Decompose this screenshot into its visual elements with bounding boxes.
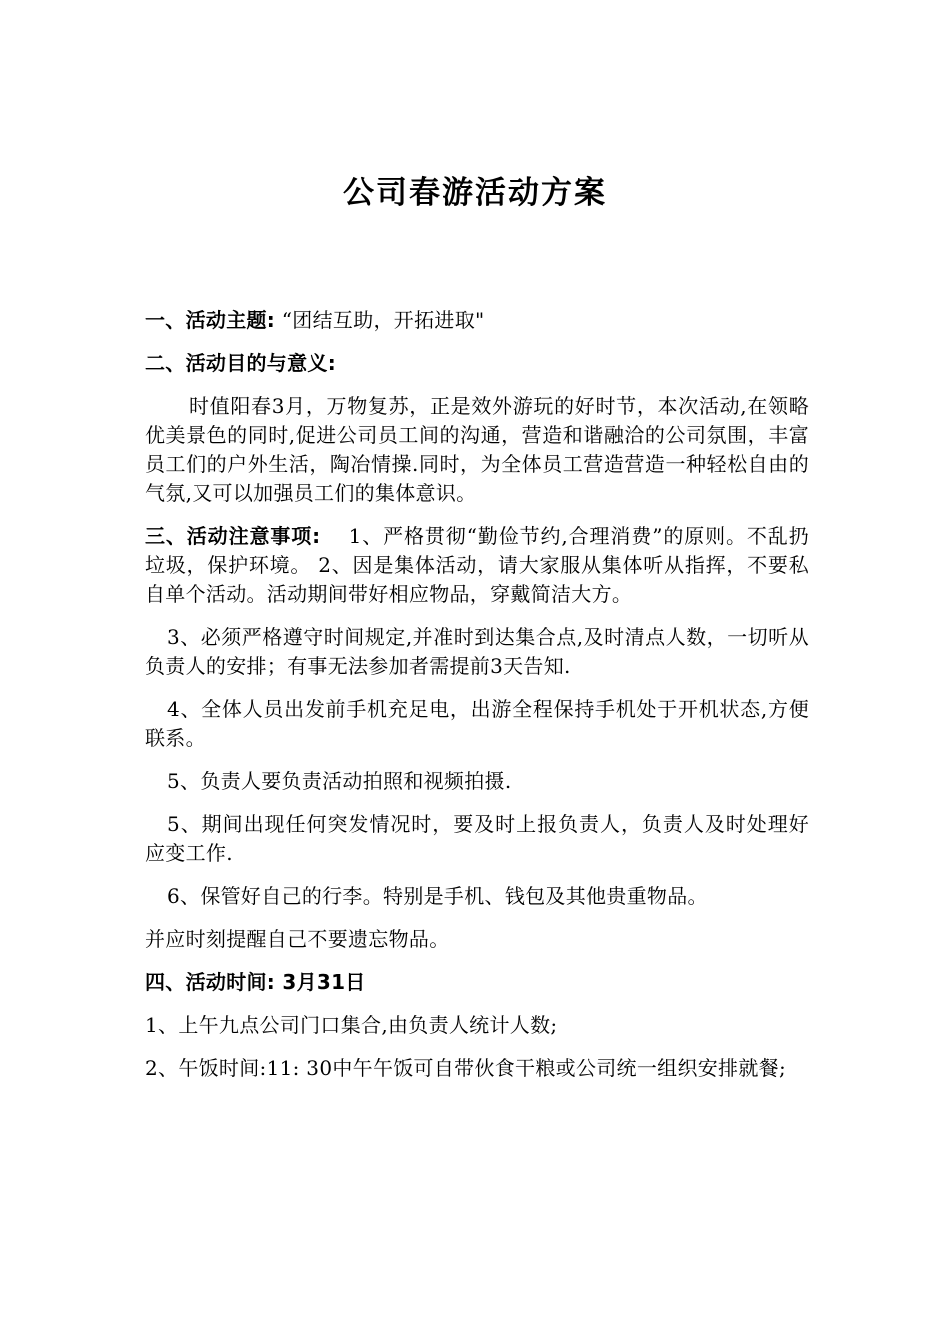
purpose-heading: 二、活动目的与意义: (145, 351, 336, 375)
time-item-1: 1、上午九点公司门口集合,由负责人统计人数; (145, 1013, 558, 1037)
note-6-continued: 并应时刻提醒自己不要遗忘物品。 (145, 927, 450, 951)
notes-text: 1、严格贯彻“勤俭节约,合理消费”的原则。不乱扔垃圾，保护环境。 2、因是集体活动，请大家服从集体听从指挥，不要私自单个活动。活动期间带好相应物品，穿戴简洁大方。 (145, 524, 809, 606)
time-heading-paragraph (145, 968, 809, 997)
theme-heading: 一、活动主题: (145, 308, 276, 332)
notes-paragraph (145, 522, 809, 609)
time-item-2: 2、午饭时间:11: 30中午午饭可自带伙食干粮或公司统一组织安排就餐; (145, 1056, 786, 1080)
theme-text: “团结互助，开拓进取" (281, 308, 485, 332)
note-5b: 5、期间出现任何突发情况时，要及时上报负责人，负责人及时处理好应变工作. (145, 812, 809, 865)
time-heading: 四、活动时间: 3月31日 (145, 970, 366, 994)
purpose-heading-paragraph (145, 349, 809, 378)
note-6: 6、保管好自己的行李。特别是手机、钱包及其他贵重物品。 (167, 884, 708, 908)
theme-paragraph (145, 306, 809, 335)
document-body (145, 306, 809, 1097)
purpose-paragraph: 时值阳春3月，万物复苏，正是效外游玩的好时节，本次活动,在领略优美景色的同时,促进公司员工间的沟通，营造和谐融洽的公司氛围，丰富员工们的户外生活，陶冶情操.同时，为全体员工营造营造一种轻松自由的气氛,又可以加强员工们的集体意识。 (145, 394, 809, 505)
notes-heading: 三、活动注意事项: (145, 524, 321, 548)
note-4: 4、全体人员出发前手机充足电，出游全程保持手机处于开机状态,方便联系。 (145, 697, 809, 750)
note-5a: 5、负责人要负责活动拍照和视频拍摄. (167, 769, 512, 793)
document-title: 公司春游活动方案 (343, 175, 607, 211)
note-3: 3、必须严格遵守时间规定,并准时到达集合点,及时清点人数，一切听从负责人的安排；有事无法参加者需提前3天告知. (145, 625, 809, 678)
